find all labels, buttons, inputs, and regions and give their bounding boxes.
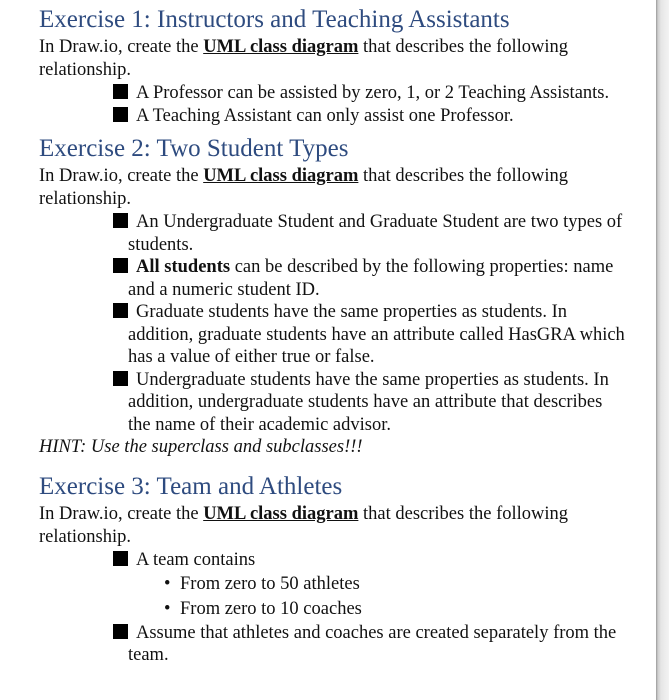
list-item: An Undergraduate Student and Graduate Student are two types of students.: [118, 211, 628, 256]
uml-class-diagram-emphasis: UML class diagram: [203, 166, 359, 186]
page-edge-shadow: [656, 0, 669, 700]
list-item: Undergraduate students have the same properties as students. In addition, undergraduate students have an attribute that describes the name of their academic advisor.: [118, 369, 628, 437]
exercise-2-intro: In Draw.io, create the UML class diagram that describes the following relationship.: [39, 166, 569, 209]
exercise-2-section: [39, 133, 639, 459]
list-item: A team contains • From zero to 50 athletes • From zero to 10 coaches: [118, 549, 628, 622]
square-bullet-icon: [113, 258, 128, 273]
square-bullet-icon: [113, 213, 128, 228]
list-item: A Teaching Assistant can only assist one Professor.: [118, 105, 628, 128]
square-bullet-icon: [113, 371, 128, 386]
list-item: Assume that athletes and coaches are created separately from the team.: [118, 622, 628, 667]
list-item: All students can be described by the following properties: name and a numeric student ID.: [118, 256, 628, 301]
square-bullet-icon: [113, 551, 128, 566]
exercise-2-title: Exercise 2: Two Student Types: [39, 135, 349, 162]
sub-list-item: • From zero to 50 athletes: [164, 572, 628, 597]
exercise-1-title: Exercise 1: Instructors and Teaching Assistants: [39, 6, 510, 33]
square-bullet-icon: [113, 84, 128, 99]
square-bullet-icon: [113, 624, 128, 639]
all-students-bold: All students: [136, 257, 231, 277]
team-contents-sublist: [128, 572, 628, 622]
round-bullet-icon: •: [164, 598, 171, 619]
exercise-3-section: [39, 471, 639, 667]
uml-class-diagram-emphasis: UML class diagram: [203, 37, 359, 57]
list-item: A Professor can be assisted by zero, 1, or 2 Teaching Assistants.: [118, 82, 628, 105]
exercise-3-title: Exercise 3: Team and Athletes: [39, 473, 343, 500]
exercise-2-bullet-list: [39, 211, 639, 436]
list-item: Graduate students have the same properties as students. In addition, graduate students have an attribute called HasGRA which has a value of either true or false.: [118, 301, 628, 369]
document-content: [39, 4, 639, 667]
round-bullet-icon: •: [164, 573, 171, 594]
exercise-1-bullet-list: [39, 82, 639, 127]
square-bullet-icon: [113, 107, 128, 122]
uml-class-diagram-emphasis: UML class diagram: [203, 504, 359, 524]
sub-list-item: • From zero to 10 coaches: [164, 597, 628, 622]
exercise-3-bullet-list: [39, 549, 639, 667]
exercise-2-hint: HINT: Use the superclass and subclasses!!!: [39, 437, 363, 457]
exercise-1-intro: In Draw.io, create the UML class diagram that describes the following relationship.: [39, 37, 569, 80]
square-bullet-icon: [113, 303, 128, 318]
exercise-1-section: [39, 4, 639, 127]
exercise-3-intro: In Draw.io, create the UML class diagram that describes the following relationship.: [39, 504, 569, 547]
